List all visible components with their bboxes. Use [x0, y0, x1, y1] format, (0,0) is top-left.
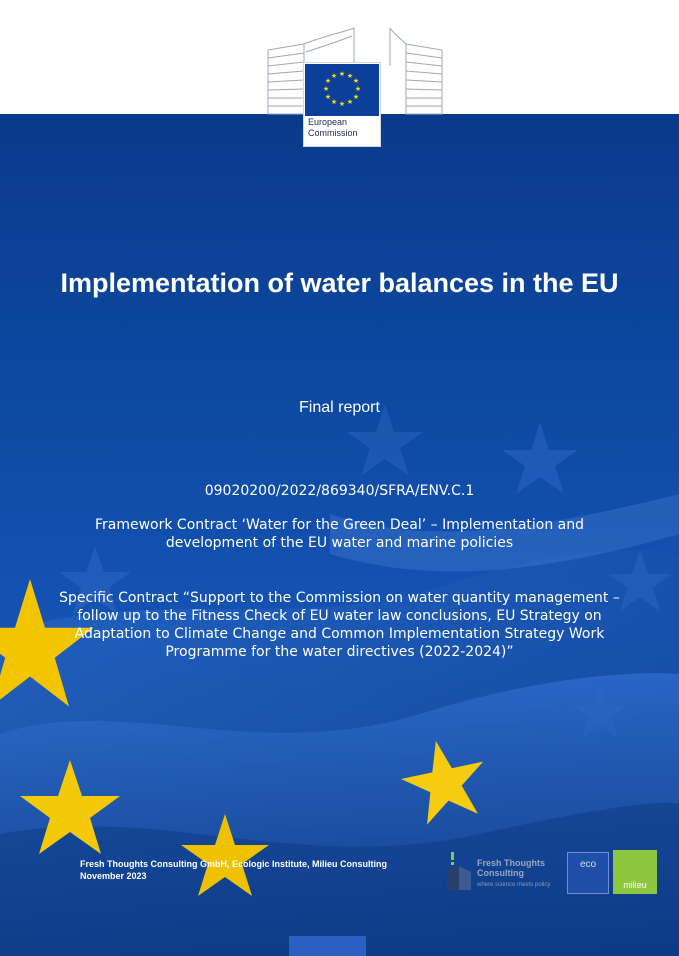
fresh-thoughts-name: Fresh Thoughts Consulting — [477, 858, 545, 878]
ecologic-logo — [567, 852, 609, 894]
specific-contract: Specific Contract “Support to the Commission on water quantity management – follow up to the Fitness Check of EU water law conclusions, EU Strategy on Adaptation to Climate Change and Common Implementation Strategy Work Programme for the water directives (2022-2024)” — [59, 590, 620, 660]
report-title: Implementation of water balances in the EU — [60, 268, 619, 298]
svg-text:★: ★ — [330, 98, 338, 106]
svg-text:★: ★ — [322, 85, 330, 93]
report-subtitle: Final report — [299, 399, 380, 416]
ec-logo-text — [308, 117, 378, 139]
svg-text:★: ★ — [346, 72, 354, 80]
authors-block — [80, 858, 410, 882]
ecologic-label: eco — [579, 859, 597, 870]
publication-date: November 2023 — [80, 871, 147, 881]
svg-text:★: ★ — [346, 98, 354, 106]
framework-contract: Framework Contract ‘Water for the Green Deal’ – Implementation and development of the EU water and marine policies — [94, 517, 585, 551]
ec-logo-line1: European — [308, 117, 348, 127]
svg-text:★: ★ — [324, 77, 332, 85]
authors-names: Fresh Thoughts Consulting GmbH, Ecologic Institute, Milieu Consulting — [80, 859, 387, 869]
svg-text:★: ★ — [330, 72, 338, 80]
ec-logo-line2: Commission — [308, 128, 358, 138]
partner-logos — [445, 850, 660, 896]
svg-text:★: ★ — [352, 93, 360, 101]
eu-flag-icon — [305, 64, 379, 116]
milieu-logo — [613, 850, 657, 894]
svg-text:★: ★ — [338, 70, 346, 78]
fresh-thoughts-logo — [445, 850, 563, 894]
svg-text:★: ★ — [324, 93, 332, 101]
milieu-label: milieu — [623, 880, 647, 890]
svg-text:★: ★ — [352, 77, 360, 85]
european-commission-logo — [303, 62, 381, 147]
fresh-thoughts-tagline: where science meets policy — [477, 882, 551, 888]
svg-text:★: ★ — [354, 85, 362, 93]
fresh-thoughts-icon — [445, 850, 475, 894]
contract-reference: 09020200/2022/869340/SFRA/ENV.C.1 — [204, 483, 475, 499]
bottom-color-tab — [289, 936, 366, 956]
svg-text:★: ★ — [338, 100, 346, 108]
